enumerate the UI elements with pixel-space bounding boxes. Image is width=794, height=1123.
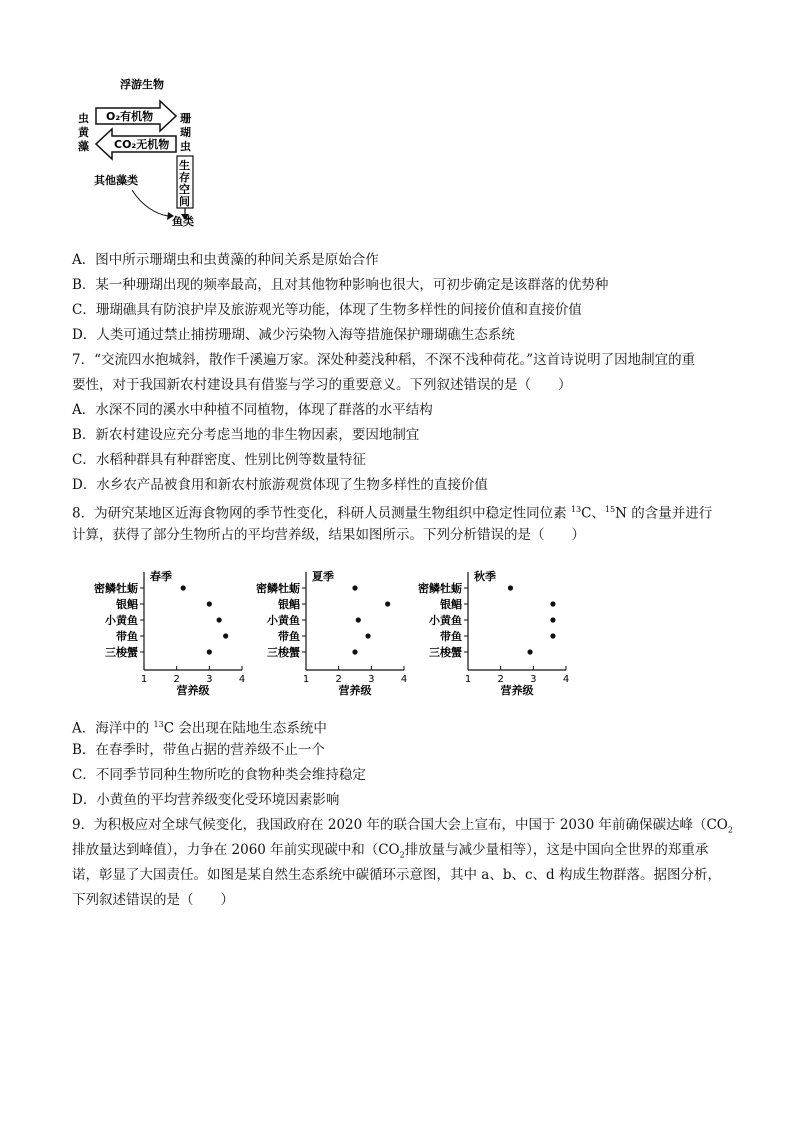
q7-option-b: B．新农村建设应充分考虑当地的非生物因素，要因地制宜: [72, 427, 420, 443]
zoox-label: [78, 111, 90, 153]
category-label: 三梭蟹: [267, 646, 300, 659]
q6-option-a: A．图中所示珊瑚虫和虫黄藻的种间关系是原始合作: [72, 252, 379, 268]
data-point: [356, 617, 361, 622]
category-label: 小黄鱼: [267, 614, 300, 627]
q8-stem-line2: 计算，获得了部分生物所占的平均营养级，结果如图所示。下列分析错误的是（ ）: [72, 527, 585, 543]
q8-stem-line1: 8．为研究某地区近海食物网的季节性变化，科研人员测量生物组织中稳定性同位素 $^{13}$C、$^{15}$N 的含量并进行: [72, 505, 713, 522]
coral-relationship-diagram: [72, 74, 212, 234]
svg-text:藻: 藻: [78, 140, 89, 153]
category-label: 银鲳: [116, 598, 138, 611]
category-label: 带鱼: [116, 630, 138, 643]
q7-stem-line1: 7．“交流四水抱城斜，散作千溪遍万家。深处种菱浅种稻，不深不浅种荷花。”这首诗说明了因地制宜的重: [72, 352, 696, 368]
svg-text:空: 空: [179, 183, 190, 196]
q8-option-c: C．不同季节同种生物所吃的食物种类会维持稳定: [72, 767, 366, 783]
chart-title: 春季: [150, 570, 172, 583]
category-label: 小黄鱼: [429, 614, 462, 627]
q8-option-d: D．小黄鱼的平均营养级变化受环境因素影响: [72, 792, 340, 808]
q7-option-c: C．水稻种群具有种群密度、性别比例等数量特征: [72, 452, 366, 468]
x-tick-label: 4: [238, 674, 246, 685]
category-label: 带鱼: [278, 630, 300, 643]
space-label: [179, 158, 190, 208]
q7-option-a: A．水深不同的溪水中种植不同植物，体现了群落的水平结构: [72, 402, 433, 418]
x-tick-label: 1: [140, 674, 148, 685]
q9-stem-line1: 9．为积极应对全球气候变化，我国政府在 2020 年的联合国大会上宣布，中国于 2030 年前确保碳达峰（$CO_2$: [72, 817, 733, 835]
data-point: [527, 649, 532, 654]
x-tick-label: 4: [562, 674, 570, 685]
q6-option-c: C．珊瑚礁具有防浪护岸及旅游观光等功能，体现了生物多样性的间接价值和直接价值: [72, 302, 582, 318]
data-point: [550, 633, 555, 638]
svg-text:虫: 虫: [180, 140, 191, 153]
data-point: [550, 617, 555, 622]
data-point: [352, 585, 357, 590]
o2-label: O₂有机物: [106, 110, 154, 123]
category-label: 密鳞牡蛎: [94, 582, 138, 595]
category-label: 银鲳: [278, 598, 300, 611]
svg-text:间: 间: [179, 195, 190, 208]
x-tick-label: 2: [335, 674, 342, 685]
q9-stem-line2: 排放量达到峰值），力争在 2060 年前实现碳中和（$CO_2$排放量与减少量相等），这是中国向全世界的郑重承: [72, 842, 709, 860]
q6-option-b: B．某一种珊瑚出现的频率最高，且对其他物种影响也很大，可初步确定是该群落的优势种: [72, 277, 609, 293]
data-point: [181, 585, 186, 590]
q7-option-d: D．水乡农产品被食用和新农村旅游观赏体现了生物多样性的直接价值: [72, 477, 488, 493]
category-label: 密鳞牡蛎: [418, 582, 462, 595]
category-label: 小黄鱼: [105, 614, 138, 627]
svg-text:生: 生: [179, 159, 190, 172]
x-tick-label: 3: [368, 674, 375, 685]
svg-text:珊: 珊: [180, 112, 191, 125]
svg-text:瑚: 瑚: [180, 126, 191, 139]
x-axis-label: 营养级: [176, 684, 210, 697]
data-point: [550, 601, 555, 606]
data-point: [365, 633, 370, 638]
category-label: 带鱼: [440, 630, 462, 643]
data-point: [207, 649, 212, 654]
svg-text:黄: 黄: [78, 126, 89, 139]
x-tick-label: 3: [530, 674, 537, 685]
category-label: 三梭蟹: [105, 646, 138, 659]
data-point: [385, 601, 390, 606]
q9-stem-line3: 诺，彰显了大国责任。如图是某自然生态系统中碳循环示意图，其中 a、b、c、d 构成生物群落。据图分析，: [72, 867, 721, 883]
category-label: 三梭蟹: [429, 646, 462, 659]
x-axis-label: 营养级: [500, 684, 534, 697]
x-tick-label: 2: [497, 674, 504, 685]
category-label: 银鲳: [440, 598, 462, 611]
x-tick-label: 4: [400, 674, 408, 685]
chart-title: 夏季: [312, 570, 334, 583]
category-label: 密鳞牡蛎: [256, 582, 300, 595]
trophic-level-charts: [72, 566, 582, 698]
x-tick-label: 1: [464, 674, 472, 685]
x-tick-label: 1: [302, 674, 310, 685]
chart-title: 秋季: [474, 570, 496, 583]
data-point: [207, 601, 212, 606]
data-point: [352, 649, 357, 654]
data-point: [508, 585, 513, 590]
coral-label: [179, 112, 192, 153]
q6-option-d: D．人类可通过禁止捕捞珊瑚、减少污染物入海等措施保护珊瑚礁生态系统: [72, 327, 515, 343]
co2-label: CO₂无机物: [114, 138, 170, 151]
data-point: [217, 617, 222, 622]
svg-text:虫: 虫: [78, 112, 89, 125]
q8-option-a: A．海洋中的 $^{13}$C 会出现在陆地生态系统中: [72, 720, 327, 737]
fish-label: 鱼类: [172, 215, 194, 228]
q8-option-b: B．在春季时，带鱼占据的营养级不止一个: [72, 742, 325, 758]
svg-text:存: 存: [179, 171, 190, 184]
x-axis-label: 营养级: [338, 684, 372, 697]
data-point: [223, 633, 228, 638]
x-tick-label: 2: [173, 674, 180, 685]
q9-stem-line4: 下列叙述错误的是（ ）: [72, 892, 234, 908]
algae-label: 其他藻类: [94, 174, 138, 187]
curve-arrow-icon: [132, 190, 168, 216]
x-tick-label: 3: [206, 674, 213, 685]
q7-stem-line2: 要性，对于我国新农村建设具有借鉴与学习的重要意义。下列叙述错误的是（ ）: [72, 377, 572, 393]
plankton-label: 浮游生物: [120, 78, 164, 91]
